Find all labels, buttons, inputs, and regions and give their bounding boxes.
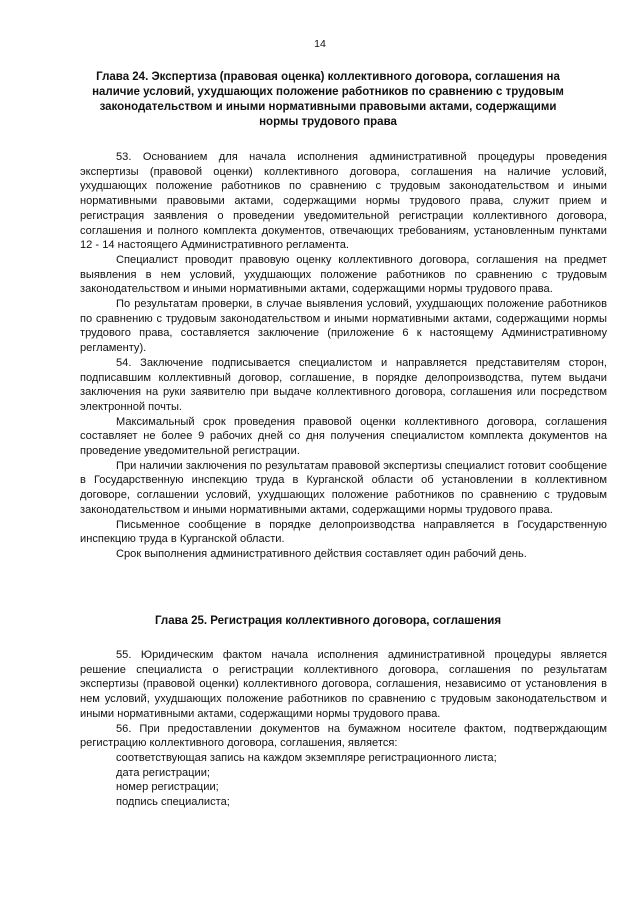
paragraph-55: 55. Юридическим фактом начала исполнения административной процедуры является решение специалиста о регистрации коллективного договора, соглашения по результатам экспертизы (правовой оценки) коллективного договора, соглашения, независимо от установления в нем условий, ухудшающих положение работников по сравнению с трудовым законодательством и иными нормативными актами, содержащими нормы трудового права. (80, 649, 607, 720)
paragraph-action-term: Срок выполнения административного действия составляет один рабочий день. (116, 547, 527, 560)
list-item: номер регистрации; (116, 781, 219, 794)
paragraph-max-term: Максимальный срок проведения правовой оценки коллективного договора, соглашения составляет не более 9 рабочих дней со дня получения специалистом комплекта документов на проведение уведомительной регистрации. (80, 415, 607, 458)
list-item: дата регистрации; (116, 766, 210, 779)
paragraph-written-message: Письменное сообщение в порядке делопроизводства направляется в Государственную инспекцию труда в Курганской области. (80, 518, 607, 546)
page-number: 14 (314, 38, 326, 50)
chapter-25-body (80, 648, 607, 810)
paragraph-inspection-message: При наличии заключения по результатам правовой экспертизы специалист готовит сообщение в Государственную инспекцию труда в Курганской области об установлении в коллективном договоре, соглашении условий, ухудшающих положение работников по сравнению с трудовым законодательством и иными нормативными актами, содержащими нормы трудового права. (80, 459, 607, 516)
chapter-24-title: Глава 24. Экспертиза (правовая оценка) коллективного договора, соглашения на наличие условий, ухудшающих положение работников по сравнению с трудовым законодательством и иными нормативными правовыми актами, содержащими нормы трудового права (92, 71, 564, 128)
paragraph-53: 53. Основанием для начала исполнения административной процедуры проведения экспертизы (правовой оценки) коллективного договора, соглашения на наличие условий, ухудшающих положение работников по сравнению с трудовым законодательством и иными нормативными правовыми актами, содержащими нормы трудового права, служит прием и регистрация заявления о проведении уведомительной регистрации коллективного договора, соглашения и полного комплекта документов, отвечающих требованиям, установленным пунктами 12 - 14 настоящего Административного регламента. (80, 151, 607, 252)
list-item: подпись специалиста; (116, 796, 230, 809)
chapter-24-body (80, 150, 607, 562)
list-item: соответствующая запись на каждом экземпляре регистрационного листа; (116, 751, 497, 764)
paragraph-54: 54. Заключение подписывается специалистом и направляется представителям сторон, подписавшим коллективный договор, соглашение, в порядке делопроизводства, путем выдачи заключения на руки заявителю при выдаче коллективного договора, соглашения или посредством электронной почты. (80, 356, 607, 413)
chapter-25-title: Глава 25. Регистрация коллективного договора, соглашения (154, 615, 502, 627)
paragraph-legal-assessment: Специалист проводит правовую оценку коллективного договора, соглашения на предмет выявления в нем условий, ухудшающих положение работников по сравнению с трудовым законодательством и иными нормативными актами, содержащими нормы трудового права. (80, 253, 607, 296)
paragraph-check-results: По результатам проверки, в случае выявления условий, ухудшающих положение работников по сравнению с трудовым законодательством и иными нормативными актами, содержащими нормы трудового права, составляется заключение (приложение 6 к настоящему Административному регламенту). (80, 298, 607, 355)
paragraph-56: 56. При предоставлении документов на бумажном носителе фактом, подтверждающим регистрацию коллективного договора, соглашения, является: (80, 722, 607, 750)
